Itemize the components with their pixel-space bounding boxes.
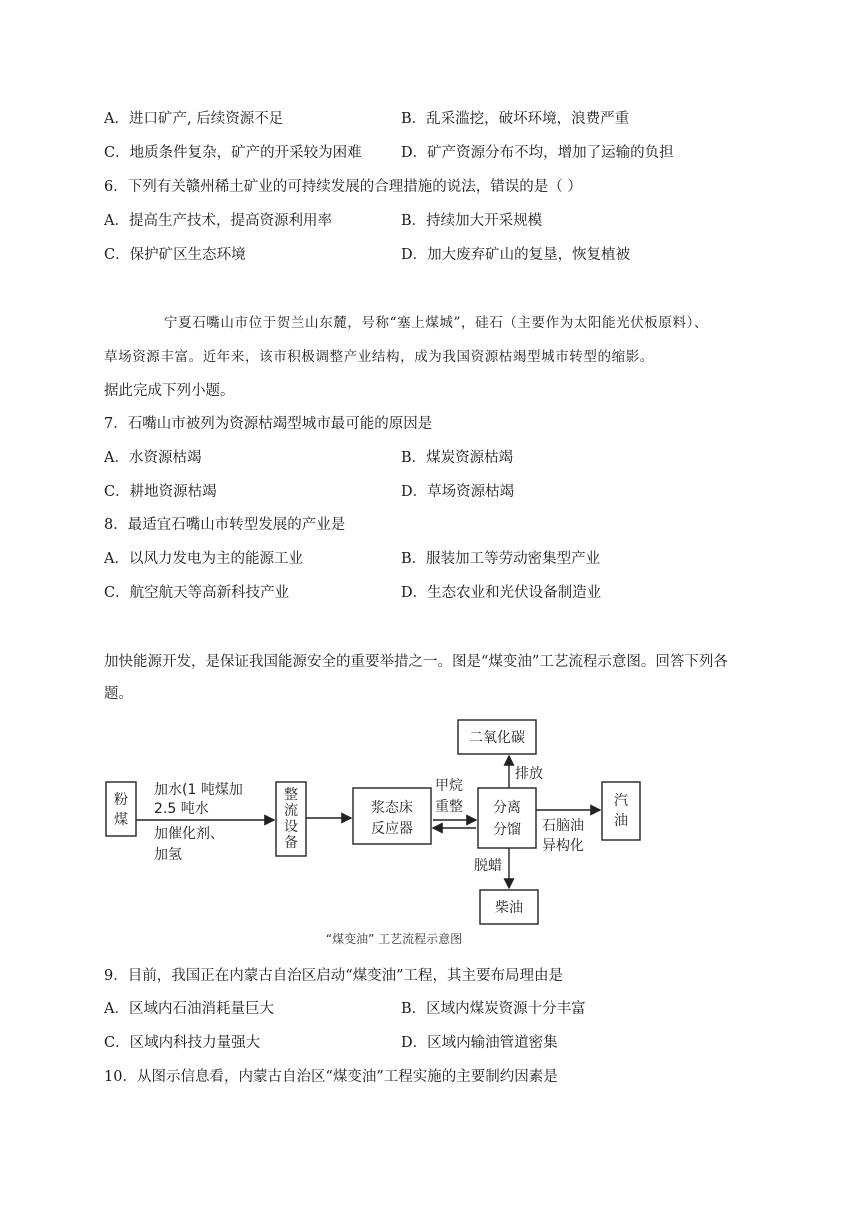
q9-stem: 9．目前，我国正在内蒙古自治区启动“煤变油”工程，其主要布局理由是 xyxy=(104,968,564,984)
reactor-label-1: 浆态床 xyxy=(371,800,413,816)
catalyst-label-2: 加氢 xyxy=(154,847,182,863)
q8-option-c: C．航空航天等高新科技产业 xyxy=(104,585,290,601)
passage1-line3: 据此完成下列小题。 xyxy=(104,383,235,399)
rectifier-label-1: 整 xyxy=(284,787,298,803)
q8-option-a: A．以风力发电为主的能源工业 xyxy=(104,551,303,567)
gasoline-label-2: 油 xyxy=(614,813,628,829)
q8-option-b: B．服装加工等劳动密集型产业 xyxy=(401,551,601,567)
catalyst-label-1: 加催化剂、 xyxy=(154,826,224,842)
q6-option-b: B．持续加大开采规模 xyxy=(401,213,543,229)
rectifier-label-4: 备 xyxy=(284,835,298,851)
naphtha-label-2: 异构化 xyxy=(542,838,584,854)
separator-label-2: 分馏 xyxy=(493,822,521,838)
coal-to-oil-flow-diagram xyxy=(100,712,660,952)
naphtha-label-1: 石脑油 xyxy=(542,818,584,834)
q6-option-d: D．加大废弃矿山的复垦，恢复植被 xyxy=(401,247,631,263)
reactor-label-2: 反应器 xyxy=(371,821,413,837)
q9-option-b: B．区域内煤炭资源十分丰富 xyxy=(401,1001,586,1017)
rectifier-label-3: 设 xyxy=(284,819,298,835)
passage2-line1: 加快能源开发，是保证我国能源安全的重要举措之一。图是“煤变油”工艺流程示意图。回答下列各 xyxy=(104,654,728,670)
q8-stem: 8．最适宜石嘴山市转型发展的产业是 xyxy=(104,517,346,533)
coal-label-2: 煤 xyxy=(114,812,128,828)
flow-diagram-svg xyxy=(100,712,660,952)
q5-option-c: C．地质条件复杂，矿产的开采较为困难 xyxy=(104,145,362,161)
diagram-caption: “煤变油” 工艺流程示意图 xyxy=(325,932,463,946)
q9-option-a: A．区域内石油消耗量巨大 xyxy=(104,1001,274,1017)
dewax-label: 脱蜡 xyxy=(474,858,502,874)
diesel-label: 柴油 xyxy=(495,900,523,916)
q7-option-c: C．耕地资源枯竭 xyxy=(104,484,217,500)
q10-stem: 10．从图示信息看，内蒙古自治区“煤变油”工程实施的主要制约因素是 xyxy=(104,1069,558,1085)
gasoline-box xyxy=(602,782,640,840)
passage1-line2: 草场资源丰富。近年来，该市积极调整产业结构，成为我国资源枯竭型城市转型的缩影。 xyxy=(104,349,654,365)
gasoline-label-1: 汽 xyxy=(614,793,628,809)
methane-label-2: 重整 xyxy=(435,799,463,815)
emit-label: 排放 xyxy=(515,766,543,782)
q9-option-c: C．区域内科技力量强大 xyxy=(104,1035,261,1051)
q5-option-b: B．乱采滥挖，破坏环境，浪费严重 xyxy=(401,111,630,127)
q5-option-d: D．矿产资源分布不均，增加了运输的负担 xyxy=(401,145,674,161)
coal-label-1: 粉 xyxy=(114,792,128,808)
q6-stem: 6．下列有关赣州稀土矿业的可持续发展的合理措施的说法，错误的是（ ） xyxy=(104,179,582,195)
q7-option-b: B．煤炭资源枯竭 xyxy=(401,450,514,466)
passage2-line2: 题。 xyxy=(104,686,133,702)
water-label-1: 加水(1 吨煤加 xyxy=(154,782,243,798)
water-label-2: 2.5 吨水 xyxy=(154,801,209,817)
separator-box xyxy=(478,788,536,848)
rectifier-label-2: 流 xyxy=(284,803,298,819)
q8-option-d: D．生态农业和光伏设备制造业 xyxy=(401,585,602,601)
q7-stem: 7．石嘴山市被列为资源枯竭型城市最可能的原因是 xyxy=(104,416,433,432)
q6-option-c: C．保护矿区生态环境 xyxy=(104,247,246,263)
co2-label: 二氧化碳 xyxy=(469,730,525,746)
q9-option-d: D．区域内输油管道密集 xyxy=(401,1035,558,1051)
q6-option-a: A．提高生产技术，提高资源利用率 xyxy=(104,213,332,229)
passage1-line1: 宁夏石嘴山市位于贺兰山东麓，号称“塞上煤城”，硅石（主要作为太阳能光伏板原料）、 xyxy=(164,315,709,331)
methane-label-1: 甲烷 xyxy=(435,778,463,794)
q7-option-d: D．草场资源枯竭 xyxy=(401,484,515,500)
q7-option-a: A．水资源枯竭 xyxy=(104,450,202,466)
q5-option-a: A．进口矿产, 后续资源不足 xyxy=(104,111,284,127)
separator-label-1: 分离 xyxy=(493,800,521,816)
